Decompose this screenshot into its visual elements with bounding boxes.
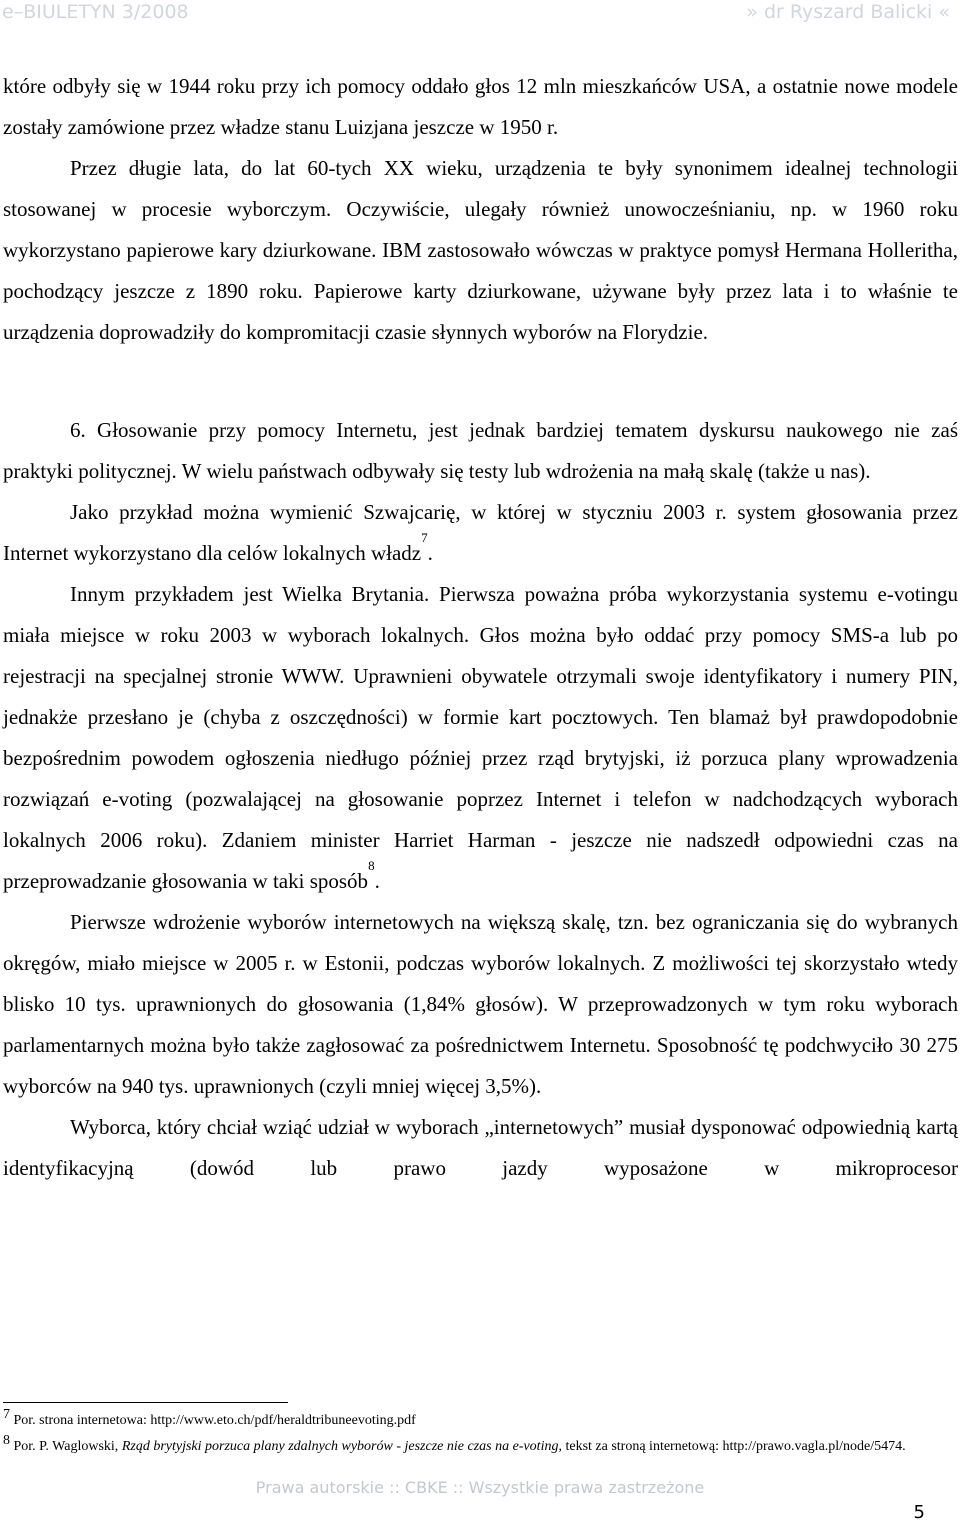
footnote-8 [3, 1433, 958, 1458]
footnote-8-suffix: , tekst za stroną internetową: http://prawo.vagla.pl/node/5474. [558, 1439, 906, 1454]
header-author: » dr Ryszard Balicki « [746, 1, 950, 23]
paragraph-4-end: . [427, 541, 433, 565]
footnote-ref-7: 7 [421, 530, 428, 545]
footnote-divider [3, 1402, 288, 1403]
paragraph-4-text: Jako przykład można wymienić Szwajcarię, w której w styczniu 2003 r. system głosowania przez Internet wykorzystano dla celów lokalnych władz [3, 500, 958, 565]
footnote-8-number: 8 [3, 1433, 10, 1448]
footnote-ref-8: 8 [368, 858, 375, 873]
footnote-7 [3, 1407, 958, 1429]
page-number: 5 [913, 1502, 925, 1523]
footnote-7-number: 7 [3, 1407, 10, 1422]
paragraph-4 [3, 492, 958, 574]
paragraph-7: Wyborca, który chciał wziąć udział w wyborach „internetowych” musiał dysponować odpowiednią kartą identyfikacyjną (dowód lub prawo jazdy wyposażone w mikroprocesor [3, 1115, 958, 1180]
paragraph-1: które odbyły się w 1944 roku przy ich pomocy oddało głos 12 mln mieszkańców USA, a ostatnie nowe modele zostały zamówione przez władze stanu Luizjana jeszcze w 1950 r. [3, 74, 958, 139]
footnote-7-text: Por. strona internetowa: http://www.eto.ch/pdf/heraldtribuneevoting.pdf [13, 1413, 416, 1428]
article-body [3, 66, 958, 1189]
page-header [0, 0, 960, 24]
paragraph-2: Przez długie lata, do lat 60-tych XX wieku, urządzenia te były synonimem idealnej technologii stosowanej w procesie wyborczym. Oczywiście, ulegały również unowocześnianiu, np. w 1960 roku wykorzystano papierowe kary dziurkowane. IBM zastosowało wówczas w praktyce pomysł Hermana Holleritha, pochodzący jeszcze z 1890 roku. Papierowe karty dziurkowane, używane były przez lata i to właśnie te urządzenia doprowadziły do kompromitacji czasie słynnych wyborów na Florydzie. [3, 156, 958, 344]
paragraph-5-end: . [374, 869, 380, 893]
paragraph-5 [3, 574, 958, 902]
paragraph-6: Pierwsze wdrożenie wyborów internetowych na większą skalę, tzn. bez ograniczania się do wybranych okręgów, miało miejsce w 2005 r. w Estonii, podczas wyborów lokalnych. Z możliwości tej skorzystało wtedy blisko 10 tys. uprawnionych do głosowania (1,84% głosów). W przeprowadzonych w tym roku wyborach parlamentarnych można było także zagłosować za pośrednictwem Internetu. Sposobność tę podchwyciło 30 275 wyborców na 940 tys. uprawnionych (czyli mniej więcej 3,5%). [3, 910, 958, 1098]
footnote-8-title: Rząd brytyjski porzuca plany zdalnych wyborów - jeszcze nie czas na e-voting [121, 1439, 559, 1454]
header-publication: e–BIULETYN 3/2008 [2, 1, 189, 23]
paragraph-3: 6. Głosowanie przy pomocy Internetu, jest jednak bardziej tematem dyskursu naukowego nie zaś praktyki politycznej. W wielu państwach odbywały się testy lub wdrożenia na małą skalę (także u nas). [3, 418, 958, 483]
footnote-8-prefix: Por. P. Waglowski, [13, 1439, 122, 1454]
paragraph-gap [3, 353, 958, 410]
copyright-footer: Prawa autorskie :: CBKE :: Wszystkie prawa zastrzeżone [255, 1478, 705, 1497]
paragraph-5-text: Innym przykładem jest Wielka Brytania. Pierwsza poważna próba wykorzystania systemu e-votingu miała miejsce w roku 2003 w wyborach lokalnych. Głos można było oddać przy pomocy SMS-a lub po rejestracji na specjalnej stronie WWW. Uprawnieni obywatele otrzymali swoje identyfikatory i numery PIN, jednakże przesłano je (chyba z oszczędności) w formie kart pocztowych. Ten blamaż był prawdopodobnie bezpośrednim powodem ogłoszenia niedługo później przez rząd brytyjski, iż porzuca plany wprowadzenia rozwiązań e-voting (pozwalającej na głosowanie poprzez Internet i telefon w nadchodzących wyborach lokalnych 2006 roku). Zdaniem minister Harriet Harman - jeszcze nie nadszedł odpowiedni czas na przeprowadzanie głosowania w taki sposób [3, 582, 958, 893]
